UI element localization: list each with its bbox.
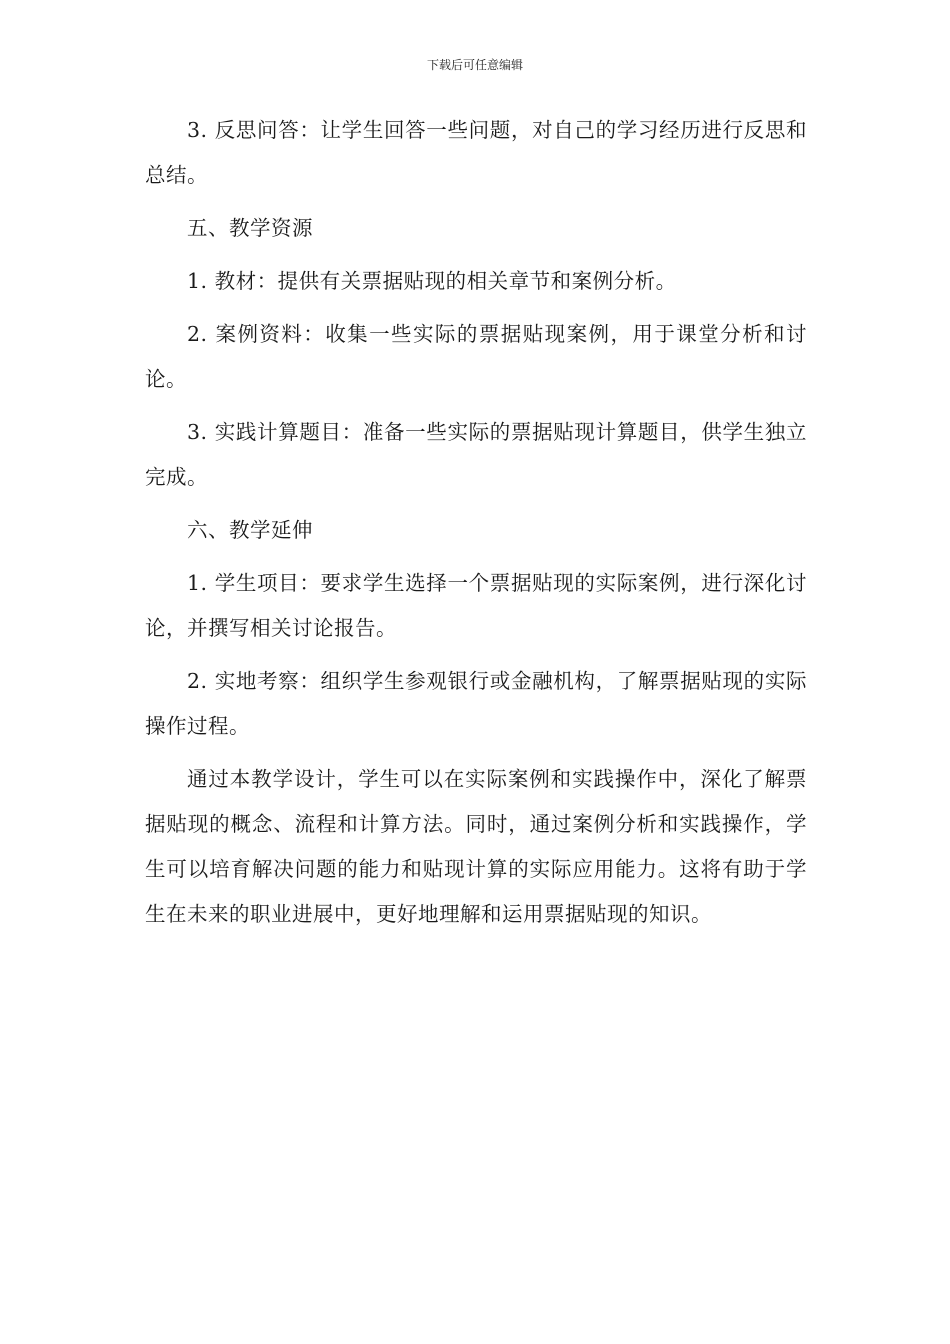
page-header: 下载后可任意编辑 bbox=[426, 58, 523, 72]
paragraph-student-project: 1. 学生项目：要求学生选择一个票据贴现的实际案例，进行深化讨论，并撰写相关讨论报告。 bbox=[145, 571, 807, 640]
paragraph-conclusion: 通过本教学设计，学生可以在实际案例和实践操作中，深化了解票据贴现的概念、流程和计算方法。同时，通过案例分析和实践操作，学生可以培育解决问题的能力和贴现计算的实际应用能力。这将有助于学生在未来的职业进展中，更好地理解和运用票据贴现的知识。 bbox=[145, 767, 807, 926]
document-body bbox=[145, 108, 807, 945]
paragraph-textbook: 1. 教材：提供有关票据贴现的相关章节和案例分析。 bbox=[187, 269, 677, 293]
paragraph-case-materials: 2. 案例资料：收集一些实际的票据贴现案例，用于课堂分析和讨论。 bbox=[145, 322, 807, 391]
paragraph-reflection-qa: 3. 反思问答：让学生回答一些问题，对自己的学习经历进行反思和总结。 bbox=[145, 118, 807, 187]
paragraph-field-visit: 2. 实地考察：组织学生参观银行或金融机构，了解票据贴现的实际操作过程。 bbox=[145, 669, 807, 738]
section-heading-teaching-resources: 五、教学资源 bbox=[187, 216, 313, 240]
paragraph-practice-problems: 3. 实践计算题目：准备一些实际的票据贴现计算题目，供学生独立完成。 bbox=[145, 420, 807, 489]
section-heading-teaching-extension: 六、教学延伸 bbox=[187, 518, 313, 542]
